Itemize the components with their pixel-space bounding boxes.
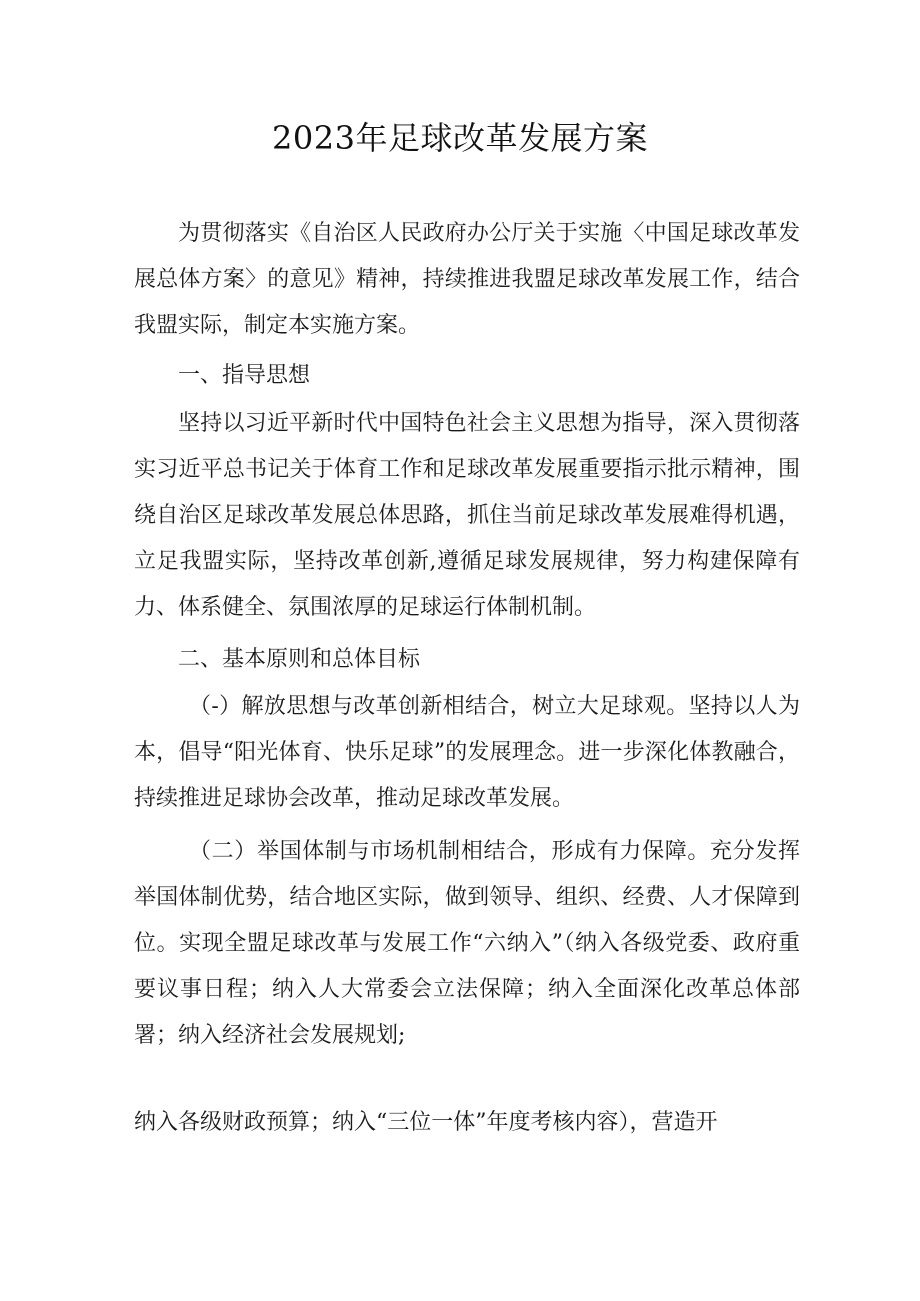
guiding-ideology-paragraph: 坚持以习近平新时代中国特色社会主义思想为指导，深入贯彻落实习近平总书记关于体育工作和足球改革发展重要指示批示精神，围绕自治区足球改革发展总体思路，抓住当前足球改革发展难得机遇，立足我盟实际，坚持改革创新,遵循足球发展规律，努力构建保障有力、体系健全、氛围浓厚的足球运行体制机制。 xyxy=(134,411,800,620)
intro-paragraph: 为贯彻落实《自治区人民政府办公厅关于实施〈中国足球改革发展总体方案〉的意见》精神，持续推进我盟足球改革发展工作，结合我盟实际，制定本实施方案。 xyxy=(134,221,800,338)
principle-item-1: （-）解放思想与改革创新相结合，树立大足球观。坚持以人为本，倡导“阳光体育、快乐足球”的发展理念。进一步深化体教融合，持续推进足球协会改革，推动足球改革发展。 xyxy=(134,694,800,811)
principle-item-2: （二）举国体制与市场机制相结合，形成有力保障。充分发挥举国体制优势，结合地区实际，做到领导、组织、经费、人才保障到位。实现全盟足球改革与发展工作“六纳入”（纳入各级党委、政府重要议事日程；纳入人大常委会立法保障；纳入全面深化改革总体部署；纳入经济社会发展规划; xyxy=(134,839,800,1048)
section-heading-guiding-ideology: 一、指导思想 xyxy=(178,363,311,388)
continuation-line: 纳入各级财政预算；纳入“三位一体”年度考核内容），营造开 xyxy=(134,1110,718,1135)
document-title: 2023年足球改革发展方案 xyxy=(272,119,648,157)
section-heading-principles-goals: 二、基本原则和总体目标 xyxy=(178,647,421,672)
